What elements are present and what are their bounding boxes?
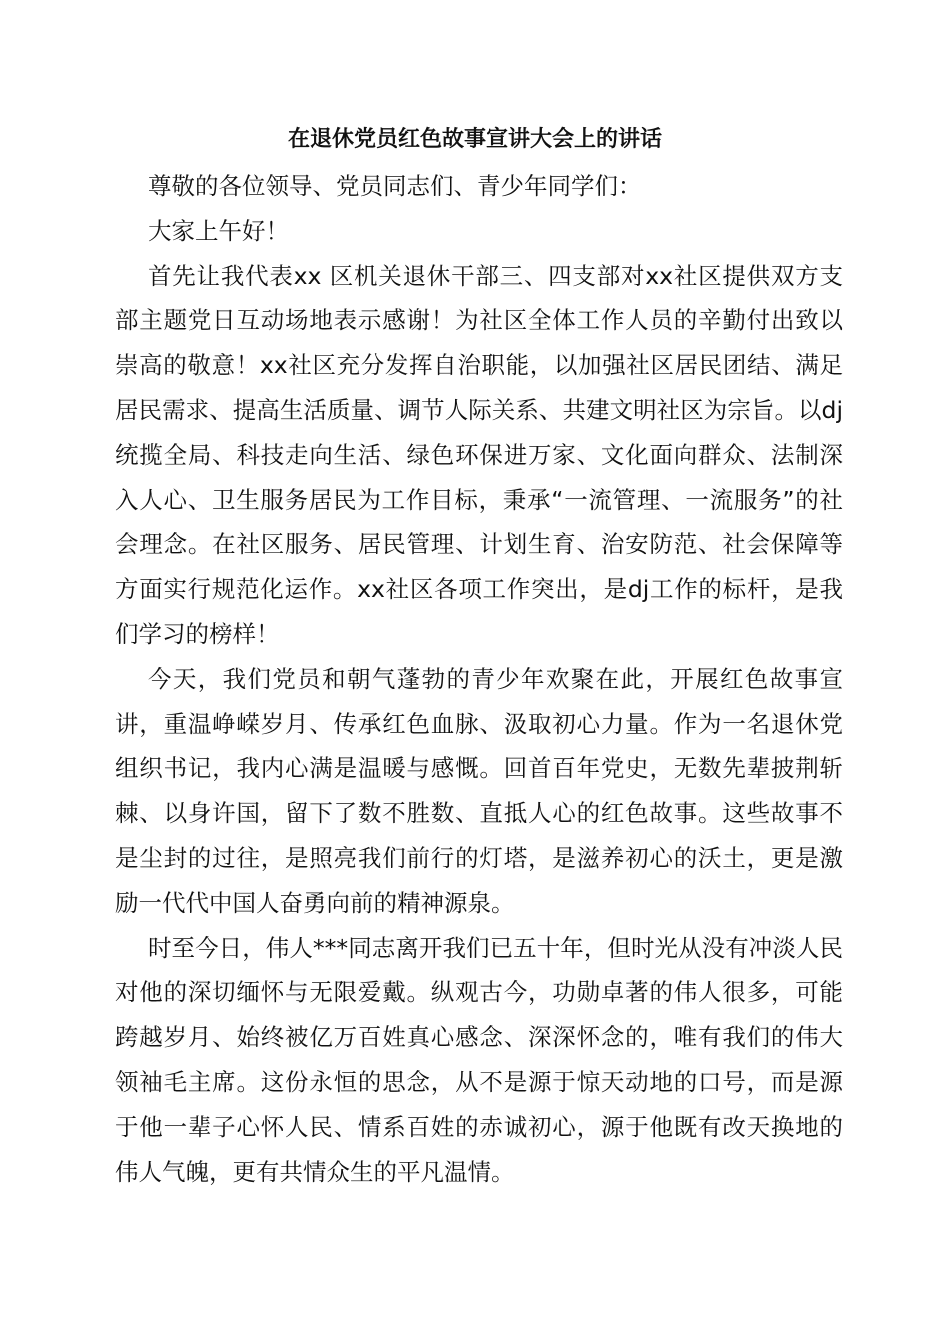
today-paragraph: 今天，我们党员和朝气蓬勃的青少年欢聚在此，开展红色故事宣讲，重温峥嵘岁月、传承红色血脉、汲取初心力量。作为一名退休党组织书记，我内心满是温暖与感慨。回首百年党史，无数先辈披荆斩棘、以身许国，留下了数不胜数、直抵人心的红色故事。这些故事不是尘封的过往，是照亮我们前行的灯塔，是滋养初心的沃土，更是激励一代代中国人奋勇向前的精神源泉。	[115, 664, 843, 917]
remembrance-paragraph: 时至今日，伟人***同志离开我们已五十年，但时光从没有冲淡人民对他的深切缅怀与无限爱戴。纵观古今，功勋卓著的伟人很多，可能跨越岁月、始终被亿万百姓真心感念、深深怀念的，唯有我们的伟大领袖毛主席。这份永恒的思念，从不是源于惊天动地的口号，而是源于他一辈子心怀人民、情系百姓的赤诚初心，源于他既有改天换地的伟人气魄，更有共情众生的平凡温情。	[115, 933, 843, 1186]
thanks-paragraph: 首先让我代表xx 区机关退休干部三、四支部对xx社区提供双方支部主题党日互动场地表示感谢！为社区全体工作人员的辛勤付出致以崇高的敬意！xx社区充分发挥自治职能，以加强社区居民团结、满足居民需求、提高生活质量、调节人际关系、共建文明社区为宗旨。以dj统揽全局、科技走向生活、绿色环保进万家、文化面向群众、法制深入人心、卫生服务居民为工作目标，秉承“一流管理、一流服务”的社会理念。在社区服务、居民管理、计划生育、治安防范、社会保障等方面实行规范化运作。xx社区各项工作突出，是dj工作的标杆，是我们学习的榜样！	[115, 261, 843, 648]
document-title: 在退休党员红色故事宣讲大会上的讲话	[287, 127, 662, 152]
greeting-paragraph: 大家上午好！	[148, 216, 289, 245]
document-body	[115, 164, 843, 1194]
salutation-paragraph: 尊敬的各位领导、党员同志们、青少年同学们：	[148, 172, 642, 200]
